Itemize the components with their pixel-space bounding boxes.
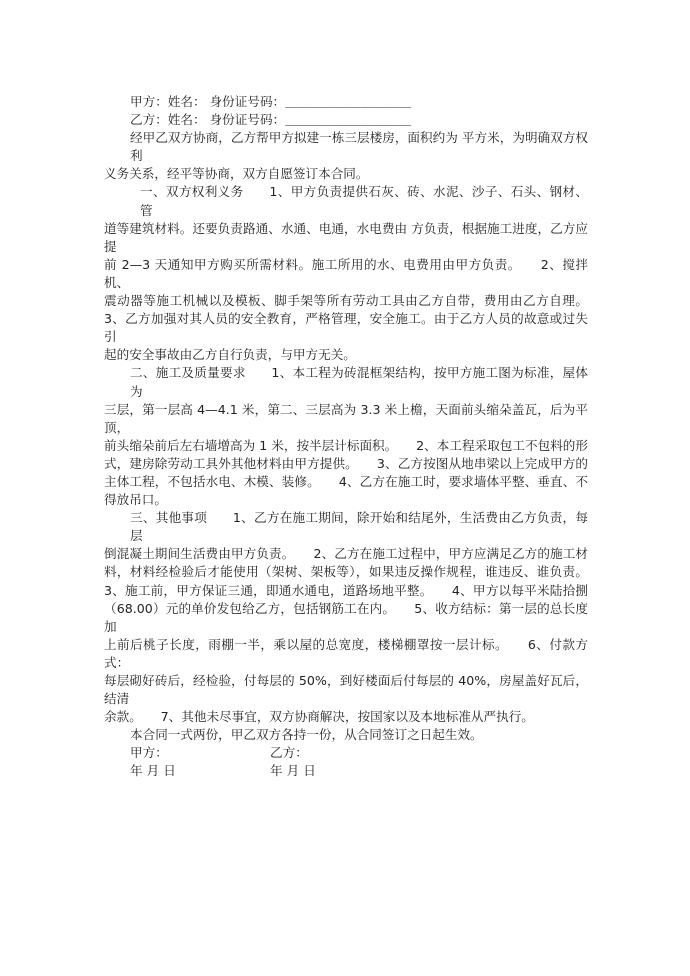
body-line: 主体工程，不包括水电、木模、装修。 4、乙方在施工时，要求墙体平整、垂直、不 [104,473,588,489]
party-a-line: 甲方：姓名： 身份证号码：＿＿＿＿＿＿＿＿＿＿ [130,94,412,109]
body-line: 道等建筑材料。还要负责路通、水通、电通，水电费由 方负责，根据施工进度，乙方应提 [104,220,588,254]
intro-line: 义务关系，经平等协商，双方自愿签订本合同。 [104,166,369,182]
body-line: 每层砌好砖后，经检验，付每层的 50%，到好楼面后付每层的 40%，房屋盖好瓦后，结清 [104,673,588,707]
party-b-date: 年 月 日 [270,763,316,779]
closing-line: 本合同一式两份，甲乙双方各持一份，从合同签订之日起生效。 [130,727,483,743]
party-b-line: 乙方：姓名： 身份证号码：＿＿＿＿＿＿＿＿＿＿ [130,112,412,128]
section-2-heading-line: 二、施工及质量要求 1、本工程为砖混框架结构，按甲方施工图为标准，屋体为 [130,365,588,399]
party-a-date: 年 月 日 [130,763,176,779]
date-row [104,762,588,780]
body-line: 上前后桃子长度，雨棚一半，乘以屋的总宽度，楼梯棚罩按一层计标。 6、付款方式： [104,636,588,670]
section-3-heading-line: 三、其他事项 1、乙方在施工期间，除开始和结尾外，生活费由乙方负责，每层 [130,510,588,544]
section-1-heading-line: 一、双方权利义务 1、甲方负责提供石灰、砖、水泥、沙子、石头、钢材、管 [140,184,588,218]
party-b-signature-label: 乙方： [270,745,308,761]
body-line: 料，材料经检验后才能使用（架树、架板等），如果违反操作规程，谁违反、谁负责。 [104,564,588,580]
body-line: （68.00）元的单价发包给乙方，包括钢筋工在内。 5、收方结标：第一层的总长度加 [104,600,588,634]
contract-document [104,93,588,781]
body-line: 起的安全事故由乙方自行负责，与甲方无关。 [104,347,356,363]
body-line: 前 2—3 天通知甲方购买所需材料。施工所用的水、电费用由甲方负责。 2、搅拌机、 [104,256,588,290]
body-line: 3、乙方加强对其人员的安全教育，严格管理，安全施工。由于乙方人员的故意或过失引 [104,311,588,345]
signature-row [104,744,588,762]
body-line: 得放吊口。 [104,492,167,508]
body-line: 倒混凝土期间生活费由甲方负责。 2、乙方在施工过程中，甲方应满足乙方的施工材 [104,546,588,562]
body-line: 式，建房除劳动工具外其他材料由甲方提供。 3、乙方按图从地串梁以上完成甲方的 [104,455,588,471]
intro-line: 经甲乙双方协商，乙方帮甲方拟建一栋三层楼房，面积约为 平方米，为明确双方权利 [130,130,588,164]
body-line: 3、施工前，甲方保证三通，即通水通电，道路场地平整。 4、甲方以每平米陆拾捌 [104,582,588,598]
body-line: 三层，第一层高 4—4.1 米，第二、三层高为 3.3 米上檐，天面前头缩朵盖瓦，后为平顶， [104,401,588,435]
body-line: 前头缩朵前后左右墙增高为 1 米，按半层计标面积。 2、本工程采取包工不包料的形 [104,437,588,453]
body-line: 余款。 7、其他未尽事宜，双方协商解决，按国家以及本地标准从严执行。 [104,709,534,725]
party-a-signature-label: 甲方： [130,745,168,761]
body-line: 震动器等施工机械以及模板、脚手架等所有劳动工具由乙方自带，费用由乙方自理。 [104,293,588,309]
